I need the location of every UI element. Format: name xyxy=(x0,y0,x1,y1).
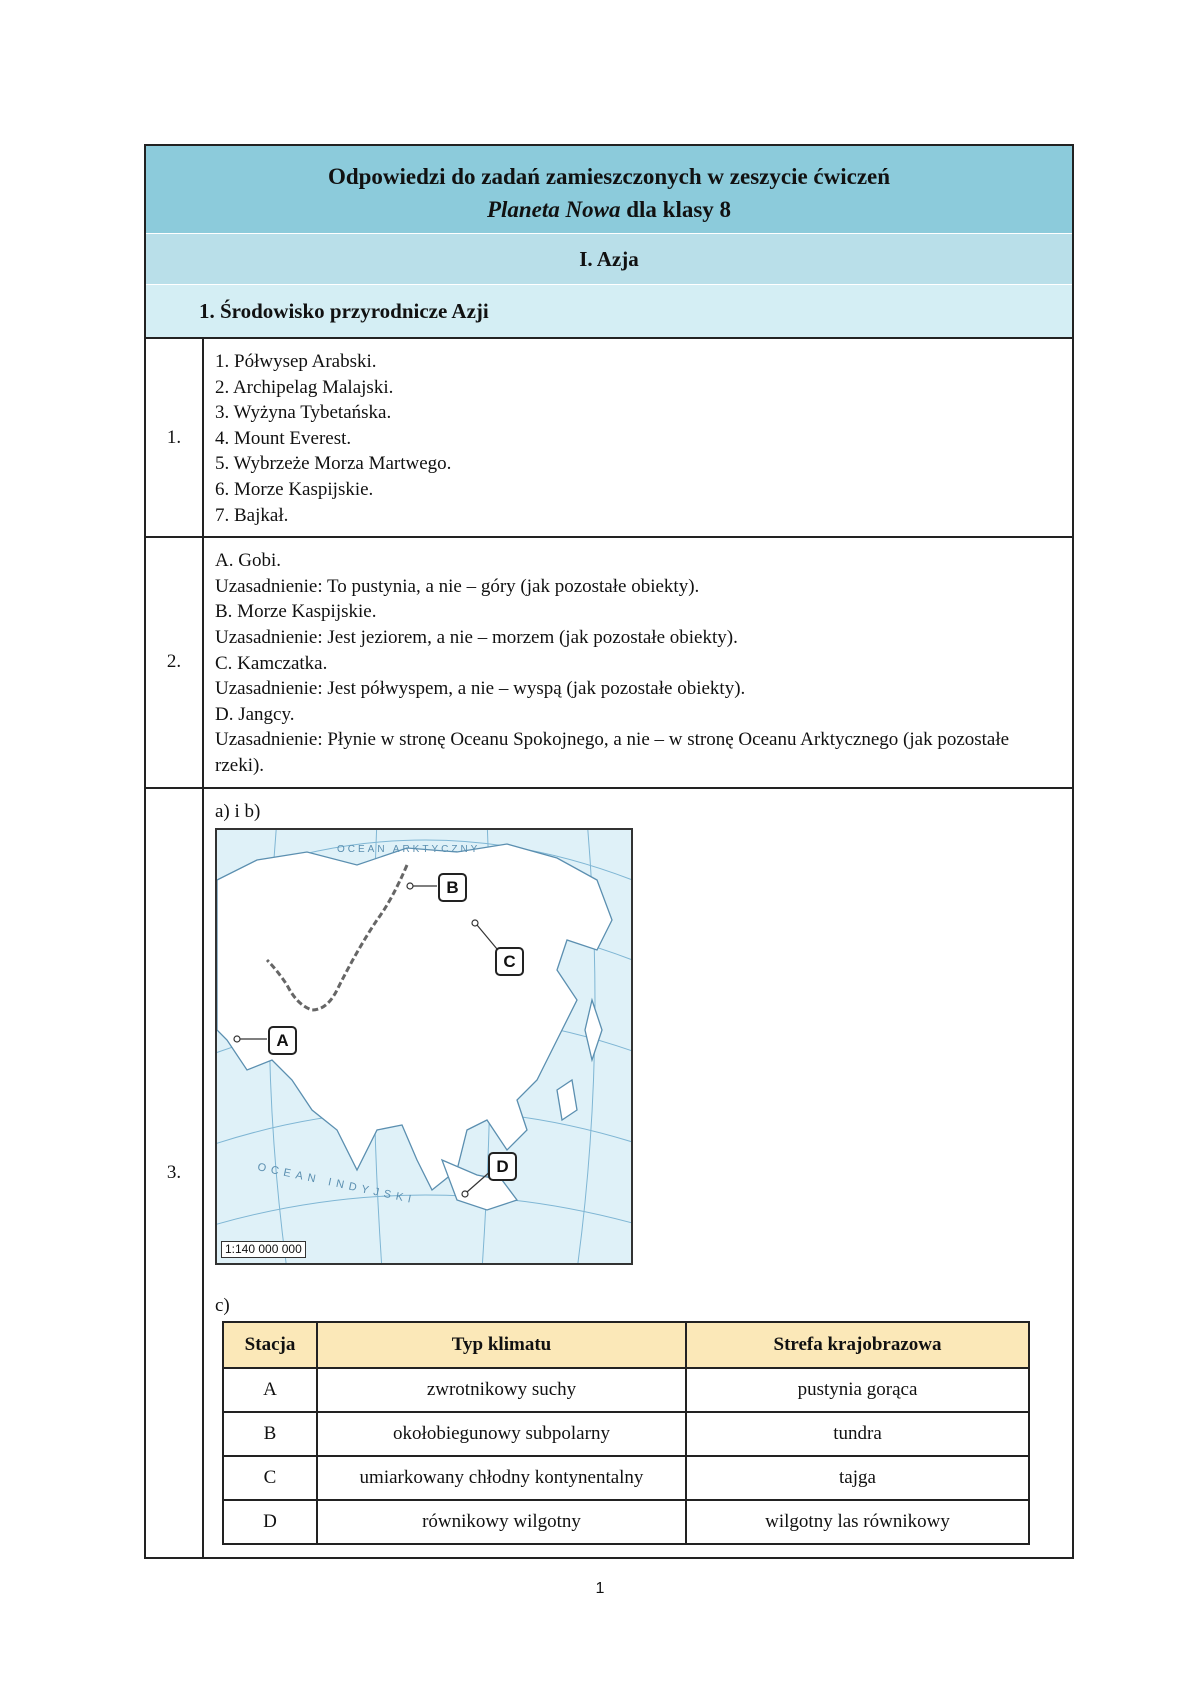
climate-cell: zwrotnikowy suchy xyxy=(317,1368,686,1412)
answer-line: 5. Wybrzeże Morza Martwego. xyxy=(215,453,452,475)
answer-line: 4. Mount Everest. xyxy=(215,427,352,449)
chapter-heading: I. Azja xyxy=(146,234,1072,285)
task-number: 3. xyxy=(146,789,204,1557)
book-title: Planeta Nowa xyxy=(486,197,621,222)
answer-line: A. Gobi. xyxy=(215,550,281,572)
table-header-row xyxy=(223,1322,1029,1368)
answer-line: D. Jangcy. xyxy=(215,703,295,725)
climate-cell: równikowy wilgotny xyxy=(317,1500,686,1544)
header-climate-type: Typ klimatu xyxy=(317,1322,686,1368)
justification-line: Uzasadnienie: Płynie w stronę Oceanu Spokojnego, a nie – w stronę Oceanu Arktycznego (jak pozostałe rzeki). xyxy=(215,729,1010,776)
answer-line: 1. Półwysep Arabski. xyxy=(215,351,377,372)
map-marker-c: C xyxy=(495,947,524,976)
answer-line: C. Kamczatka. xyxy=(215,652,328,674)
asia-map xyxy=(215,828,633,1265)
subtask-label: c) xyxy=(215,1295,230,1317)
zone-cell: wilgotny las równikowy xyxy=(686,1500,1029,1544)
section-heading: 1. Środowisko przyrodnicze Azji xyxy=(146,285,1072,339)
task-number: 2. xyxy=(146,538,204,786)
zone-cell: tajga xyxy=(686,1456,1029,1500)
station-cell: A xyxy=(223,1368,317,1412)
map-marker-d: D xyxy=(488,1152,517,1181)
zone-cell: tundra xyxy=(686,1412,1029,1456)
title-line-2 xyxy=(146,193,1072,226)
answer-line: B. Morze Kaspijskie. xyxy=(215,601,377,623)
task-answer xyxy=(204,339,1072,536)
task-row-3 xyxy=(146,789,1072,1557)
task-row-2 xyxy=(146,538,1072,788)
page-number: 1 xyxy=(595,1580,605,1597)
station-cell: D xyxy=(223,1500,317,1544)
justification-line: Uzasadnienie: Jest półwyspem, a nie – wyspą (jak pozostałe obiekty). xyxy=(215,678,746,700)
grade-label: dla klasy 8 xyxy=(620,197,732,222)
indian-ocean-label: OCEAN INDYJSKI xyxy=(256,1161,418,1207)
arctic-ocean-label: OCEAN ARKTYCZNY xyxy=(337,844,481,856)
climate-cell: umiarkowany chłodny kontynentalny xyxy=(317,1456,686,1500)
climate-cell: okołobiegunowy subpolarny xyxy=(317,1412,686,1456)
table-row xyxy=(223,1500,1029,1544)
answer-line: 3. Wyżyna Tybetańska. xyxy=(215,402,392,424)
answer-line: 2. Archipelag Malajski. xyxy=(215,376,394,398)
title-line-1: Odpowiedzi do zadań zamieszczonych w zeszycie ćwiczeń xyxy=(327,164,891,189)
table-row xyxy=(223,1412,1029,1456)
header-station: Stacja xyxy=(223,1322,317,1368)
map-scale: 1:140 000 000 xyxy=(221,1241,306,1258)
map-marker-b: B xyxy=(438,873,467,902)
justification-line: Uzasadnienie: To pustynia, a nie – góry (jak pozostałe obiekty). xyxy=(215,575,700,597)
station-cell: C xyxy=(223,1456,317,1500)
task-answer xyxy=(204,538,1072,786)
answer-sheet xyxy=(144,144,1074,1559)
task-row-1 xyxy=(146,339,1072,538)
table-row xyxy=(223,1456,1029,1500)
station-cell: B xyxy=(223,1412,317,1456)
answer-line: 6. Morze Kaspijskie. xyxy=(215,478,374,500)
climate-table xyxy=(222,1321,1030,1545)
justification-line: Uzasadnienie: Jest jeziorem, a nie – morzem (jak pozostałe obiekty). xyxy=(215,626,738,648)
map-marker-a: A xyxy=(268,1026,297,1055)
task-answer xyxy=(204,789,1072,1557)
subtask-label: a) i b) xyxy=(215,800,261,822)
answer-line: 7. Bajkał. xyxy=(215,504,289,526)
document-title xyxy=(146,146,1072,234)
zone-cell: pustynia gorąca xyxy=(686,1368,1029,1412)
table-row xyxy=(223,1368,1029,1412)
header-landscape-zone: Strefa krajobrazowa xyxy=(686,1322,1029,1368)
task-number: 1. xyxy=(146,339,204,536)
